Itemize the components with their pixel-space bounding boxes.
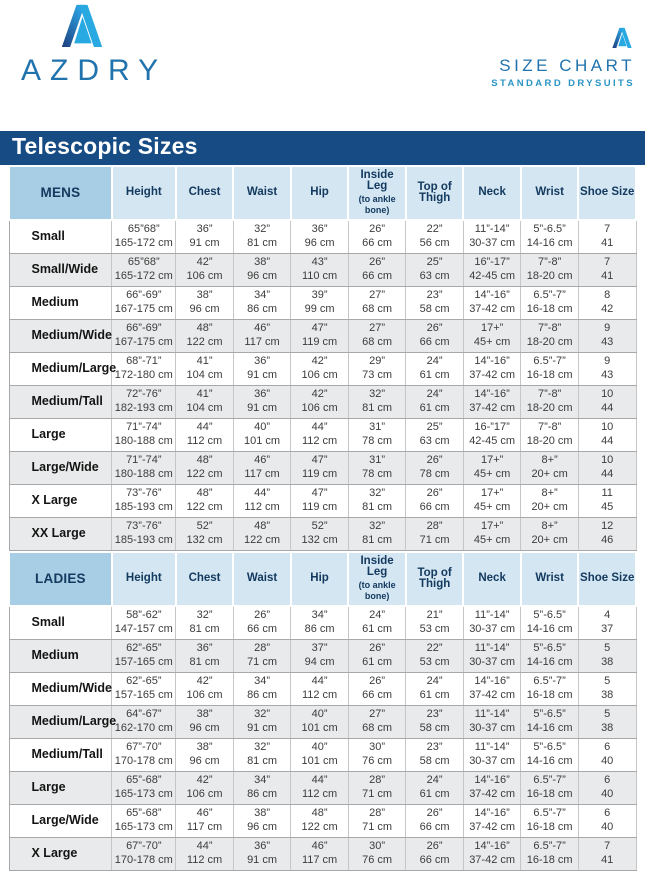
column-header: Neck [463, 552, 521, 606]
measurement-cell: 44” 112 cm [291, 772, 349, 805]
azdry-logo [12, 3, 168, 88]
table-row [9, 419, 636, 452]
size-chart-logo [491, 27, 635, 89]
measurement-cell: 34” 86 cm [233, 673, 291, 706]
measurement-cell: 36” 91 cm [233, 838, 291, 871]
table-row [9, 772, 636, 805]
measurement-cell: 11”-14” 30-37 cm [463, 706, 521, 739]
measurement-cell: 44” 112 cm [291, 673, 349, 706]
measurement-cell: 16-”17” 42-45 cm [463, 419, 521, 452]
size-row-label: Medium [9, 640, 112, 673]
measurement-cell: 26” 61 cm [348, 640, 406, 673]
measurement-cell: 29” 73 cm [348, 353, 406, 386]
measurement-cell: 17+” 45+ cm [463, 485, 521, 518]
telescopic-sizes-banner: Telescopic Sizes [0, 131, 645, 165]
brand-name: AZDRY [21, 54, 168, 87]
measurement-cell: 38” 96 cm [176, 739, 234, 772]
measurement-cell: 26” 66 cm [406, 838, 464, 871]
measurement-cell: 12 46 [578, 518, 636, 551]
measurement-cell: 46” 117 cm [176, 805, 234, 838]
measurement-cell: 32” 81 cm [348, 386, 406, 419]
measurement-cell: 48” 122 cm [291, 805, 349, 838]
measurement-cell: 39” 99 cm [291, 287, 349, 320]
measurement-cell: 38” 96 cm [176, 706, 234, 739]
measurement-cell: 8+” 20+ cm [521, 485, 579, 518]
measurement-cell: 42” 106 cm [291, 353, 349, 386]
size-table-mens [8, 165, 637, 551]
measurement-cell: 5 38 [578, 706, 636, 739]
table-row [9, 254, 636, 287]
measurement-cell: 31” 78 cm [348, 419, 406, 452]
measurement-cell: 62”-65” 157-165 cm [112, 640, 176, 673]
measurement-cell: 27” 68 cm [348, 287, 406, 320]
measurement-cell: 36” 96 cm [291, 220, 349, 254]
measurement-cell: 23” 58 cm [406, 706, 464, 739]
column-header-subnote: (to ankle bone) [358, 194, 396, 215]
measurement-cell: 26” 66 cm [348, 254, 406, 287]
size-row-label: Small/Wide [9, 254, 112, 287]
measurement-cell: 36” 91 cm [233, 353, 291, 386]
size-row-label: Medium/Wide [9, 673, 112, 706]
measurement-cell: 24” 61 cm [406, 772, 464, 805]
measurement-cell: 30” 76 cm [348, 838, 406, 871]
measurement-cell: 62”-65” 157-165 cm [112, 673, 176, 706]
measurement-cell: 41” 104 cm [176, 386, 234, 419]
measurement-cell: 5”-6.5” 14-16 cm [521, 606, 579, 640]
measurement-cell: 31” 78 cm [348, 452, 406, 485]
column-header: Top of Thigh [406, 552, 464, 606]
measurement-cell: 47” 119 cm [291, 452, 349, 485]
measurement-cell: 52” 132 cm [176, 518, 234, 551]
measurement-cell: 6 40 [578, 739, 636, 772]
measurement-cell: 6 40 [578, 805, 636, 838]
measurement-cell: 8+” 20+ cm [521, 452, 579, 485]
column-header: Neck [463, 166, 521, 220]
table-row [9, 805, 636, 838]
table-row [9, 838, 636, 871]
measurement-cell: 71”-74” 180-188 cm [112, 452, 176, 485]
measurement-cell: 32” 81 cm [233, 220, 291, 254]
column-header: Shoe Size [578, 552, 636, 606]
size-row-label: Medium/Tall [9, 386, 112, 419]
measurement-cell: 28” 71 cm [348, 805, 406, 838]
measurement-cell: 66”-69” 167-175 cm [112, 320, 176, 353]
measurement-cell: 5 38 [578, 673, 636, 706]
measurement-cell: 7 41 [578, 220, 636, 254]
size-row-label: X Large [9, 485, 112, 518]
azdry-mini-logo-icon [609, 35, 635, 52]
measurement-cell: 5”-6.5” 14-16 cm [521, 220, 579, 254]
measurement-cell: 43” 110 cm [291, 254, 349, 287]
measurement-cell: 34” 86 cm [233, 772, 291, 805]
azdry-logo-icon [12, 3, 152, 47]
measurement-cell: 14”-16” 37-42 cm [463, 353, 521, 386]
measurement-cell: 34” 86 cm [291, 606, 349, 640]
section-label-mens: MENS [9, 166, 112, 220]
measurement-cell: 10 44 [578, 386, 636, 419]
table-row [9, 287, 636, 320]
column-header: Shoe Size [578, 166, 636, 220]
measurement-cell: 28” 71 cm [406, 518, 464, 551]
measurement-cell: 11 45 [578, 485, 636, 518]
measurement-cell: 11”-14” 30-37 cm [463, 606, 521, 640]
measurement-cell: 6.5”-7” 16-18 cm [521, 772, 579, 805]
measurement-cell: 46” 117 cm [233, 452, 291, 485]
measurement-cell: 32” 81 cm [348, 485, 406, 518]
measurement-cell: 38” 96 cm [233, 805, 291, 838]
measurement-cell: 6.5”-7” 16-18 cm [521, 805, 579, 838]
measurement-cell: 26” 66 cm [348, 220, 406, 254]
table-row [9, 353, 636, 386]
measurement-cell: 34” 86 cm [233, 287, 291, 320]
table-row [9, 739, 636, 772]
measurement-cell: 65”68” 165-172 cm [112, 254, 176, 287]
table-row [9, 606, 636, 640]
measurement-cell: 26” 66 cm [406, 805, 464, 838]
column-header: Wrist [521, 166, 579, 220]
measurement-cell: 22” 53 cm [406, 640, 464, 673]
size-row-label: Medium/Large [9, 706, 112, 739]
size-row-label: Medium [9, 287, 112, 320]
measurement-cell: 65”-68” 165-173 cm [112, 772, 176, 805]
measurement-cell: 14”-16” 37-42 cm [463, 772, 521, 805]
measurement-cell: 22” 56 cm [406, 220, 464, 254]
measurement-cell: 26” 66 cm [406, 320, 464, 353]
column-header: Wrist [521, 552, 579, 606]
measurement-cell: 6.5”-7” 16-18 cm [521, 353, 579, 386]
measurement-cell: 26” 66 cm [406, 485, 464, 518]
column-header: Chest [176, 166, 234, 220]
size-row-label: Large/Wide [9, 452, 112, 485]
measurement-cell: 6.5”-7” 16-18 cm [521, 673, 579, 706]
measurement-cell: 26” 66 cm [348, 673, 406, 706]
size-row-label: Medium/Wide [9, 320, 112, 353]
measurement-cell: 17+” 45+ cm [463, 452, 521, 485]
measurement-cell: 23” 58 cm [406, 287, 464, 320]
measurement-cell: 48” 122 cm [176, 320, 234, 353]
measurement-cell: 7”-8” 18-20 cm [521, 386, 579, 419]
measurement-cell: 16”-17” 42-45 cm [463, 254, 521, 287]
measurement-cell: 36” 91 cm [233, 386, 291, 419]
measurement-cell: 65”68” 165-172 cm [112, 220, 176, 254]
size-row-label: Large [9, 772, 112, 805]
measurement-cell: 7 41 [578, 838, 636, 871]
measurement-cell: 32” 91 cm [233, 706, 291, 739]
measurement-cell: 27” 68 cm [348, 320, 406, 353]
measurement-cell: 71”-74” 180-188 cm [112, 419, 176, 452]
measurement-cell: 64”-67” 162-170 cm [112, 706, 176, 739]
size-row-label: Small [9, 606, 112, 640]
section-label-ladies: LADIES [9, 552, 112, 606]
measurement-cell: 58”-62” 147-157 cm [112, 606, 176, 640]
measurement-cell: 52” 132 cm [291, 518, 349, 551]
measurement-cell: 11”-14” 30-37 cm [463, 640, 521, 673]
measurement-cell: 46” 117 cm [233, 320, 291, 353]
measurement-cell: 4 37 [578, 606, 636, 640]
table-row [9, 452, 636, 485]
measurement-cell: 6 40 [578, 772, 636, 805]
header-row [9, 552, 636, 606]
column-header: Waist [233, 166, 291, 220]
measurement-cell: 5”-6.5” 14-16 cm [521, 640, 579, 673]
measurement-cell: 44” 112 cm [176, 838, 234, 871]
measurement-cell: 24” 61 cm [406, 673, 464, 706]
measurement-cell: 17+” 45+ cm [463, 518, 521, 551]
measurement-cell: 46” 117 cm [291, 838, 349, 871]
measurement-cell: 73”-76” 185-193 cm [112, 518, 176, 551]
measurement-cell: 9 43 [578, 320, 636, 353]
measurement-cell: 32” 81 cm [176, 606, 234, 640]
size-row-label: Large [9, 419, 112, 452]
size-chart-subtitle: STANDARD DRYSUITS [491, 78, 635, 89]
measurement-cell: 66”-69” 167-175 cm [112, 287, 176, 320]
column-header: Hip [291, 166, 349, 220]
column-header: Height [112, 552, 176, 606]
page-header [0, 0, 645, 131]
measurement-cell: 6.5”-7” 16-18 cm [521, 838, 579, 871]
measurement-cell: 11”-14” 30-37 cm [463, 220, 521, 254]
measurement-cell: 73”-76” 185-193 cm [112, 485, 176, 518]
measurement-cell: 14”-16” 37-42 cm [463, 838, 521, 871]
measurement-cell: 44” 112 cm [176, 419, 234, 452]
measurement-cell: 44” 112 cm [291, 419, 349, 452]
measurement-cell: 28” 71 cm [233, 640, 291, 673]
measurement-cell: 14”-16” 37-42 cm [463, 287, 521, 320]
measurement-cell: 47” 119 cm [291, 485, 349, 518]
measurement-cell: 32” 81 cm [233, 739, 291, 772]
measurement-cell: 26” 66 cm [233, 606, 291, 640]
table-row [9, 640, 636, 673]
measurement-cell: 24” 61 cm [406, 353, 464, 386]
measurement-cell: 47” 119 cm [291, 320, 349, 353]
table-row [9, 220, 636, 254]
measurement-cell: 68”-71” 172-180 cm [112, 353, 176, 386]
table-row [9, 673, 636, 706]
measurement-cell: 7 41 [578, 254, 636, 287]
table-row [9, 518, 636, 551]
table-row [9, 320, 636, 353]
column-header: Hip [291, 552, 349, 606]
measurement-cell: 42” 106 cm [176, 673, 234, 706]
measurement-cell: 67”-70” 170-178 cm [112, 739, 176, 772]
measurement-cell: 9 43 [578, 353, 636, 386]
measurement-cell: 24” 61 cm [406, 386, 464, 419]
measurement-cell: 5”-6.5” 14-16 cm [521, 739, 579, 772]
measurement-cell: 17+” 45+ cm [463, 320, 521, 353]
measurement-cell: 37” 94 cm [291, 640, 349, 673]
measurement-cell: 14”-16” 37-42 cm [463, 805, 521, 838]
measurement-cell: 48” 122 cm [176, 452, 234, 485]
size-table-ladies [8, 551, 637, 871]
measurement-cell: 40” 101 cm [291, 739, 349, 772]
measurement-cell: 7”-8” 18-20 cm [521, 254, 579, 287]
measurement-cell: 28” 71 cm [348, 772, 406, 805]
measurement-cell: 42” 106 cm [176, 254, 234, 287]
measurement-cell: 14”-16” 37-42 cm [463, 673, 521, 706]
measurement-cell: 41” 104 cm [176, 353, 234, 386]
measurement-cell: 72”-76” 182-193 cm [112, 386, 176, 419]
measurement-cell: 11”-14” 30-37 cm [463, 739, 521, 772]
measurement-cell: 30” 76 cm [348, 739, 406, 772]
measurement-cell: 8 42 [578, 287, 636, 320]
measurement-cell: 10 44 [578, 419, 636, 452]
measurement-cell: 48” 122 cm [233, 518, 291, 551]
header-row [9, 166, 636, 220]
column-header: Chest [176, 552, 234, 606]
measurement-cell: 48” 122 cm [176, 485, 234, 518]
measurement-cell: 10 44 [578, 452, 636, 485]
measurement-cell: 27” 68 cm [348, 706, 406, 739]
size-row-label: Medium/Tall [9, 739, 112, 772]
size-row-label: Large/Wide [9, 805, 112, 838]
size-row-label: XX Large [9, 518, 112, 551]
measurement-cell: 36” 81 cm [176, 640, 234, 673]
measurement-cell: 24” 61 cm [348, 606, 406, 640]
measurement-cell: 36” 91 cm [176, 220, 234, 254]
measurement-cell: 25” 63 cm [406, 254, 464, 287]
measurement-cell: 65”-68” 165-173 cm [112, 805, 176, 838]
column-header: Top of Thigh [406, 166, 464, 220]
measurement-cell: 7”-8” 18-20 cm [521, 419, 579, 452]
column-header: Inside Leg (to ankle bone) [348, 166, 406, 220]
measurement-cell: 42” 106 cm [176, 772, 234, 805]
measurement-cell: 44” 112 cm [233, 485, 291, 518]
table-row [9, 386, 636, 419]
measurement-cell: 23” 58 cm [406, 739, 464, 772]
size-chart-title: SIZE CHART [499, 56, 635, 75]
measurement-cell: 21” 53 cm [406, 606, 464, 640]
column-header: Waist [233, 552, 291, 606]
measurement-cell: 7”-8” 18-20 cm [521, 320, 579, 353]
size-row-label: X Large [9, 838, 112, 871]
size-row-label: Medium/Large [9, 353, 112, 386]
size-tables [8, 165, 637, 871]
measurement-cell: 42” 106 cm [291, 386, 349, 419]
column-header: Inside Leg (to ankle bone) [348, 552, 406, 606]
measurement-cell: 67”-70” 170-178 cm [112, 838, 176, 871]
measurement-cell: 38” 96 cm [176, 287, 234, 320]
measurement-cell: 40” 101 cm [233, 419, 291, 452]
table-row [9, 706, 636, 739]
measurement-cell: 6.5”-7” 16-18 cm [521, 287, 579, 320]
measurement-cell: 25” 63 cm [406, 419, 464, 452]
measurement-cell: 32” 81 cm [348, 518, 406, 551]
table-row [9, 485, 636, 518]
size-row-label: Small [9, 220, 112, 254]
measurement-cell: 14”-16” 37-42 cm [463, 386, 521, 419]
column-header: Height [112, 166, 176, 220]
measurement-cell: 26” 78 cm [406, 452, 464, 485]
column-header-subnote: (to ankle bone) [358, 580, 396, 601]
measurement-cell: 5”-6.5” 14-16 cm [521, 706, 579, 739]
measurement-cell: 40” 101 cm [291, 706, 349, 739]
measurement-cell: 5 38 [578, 640, 636, 673]
measurement-cell: 8+” 20+ cm [521, 518, 579, 551]
measurement-cell: 38” 96 cm [233, 254, 291, 287]
